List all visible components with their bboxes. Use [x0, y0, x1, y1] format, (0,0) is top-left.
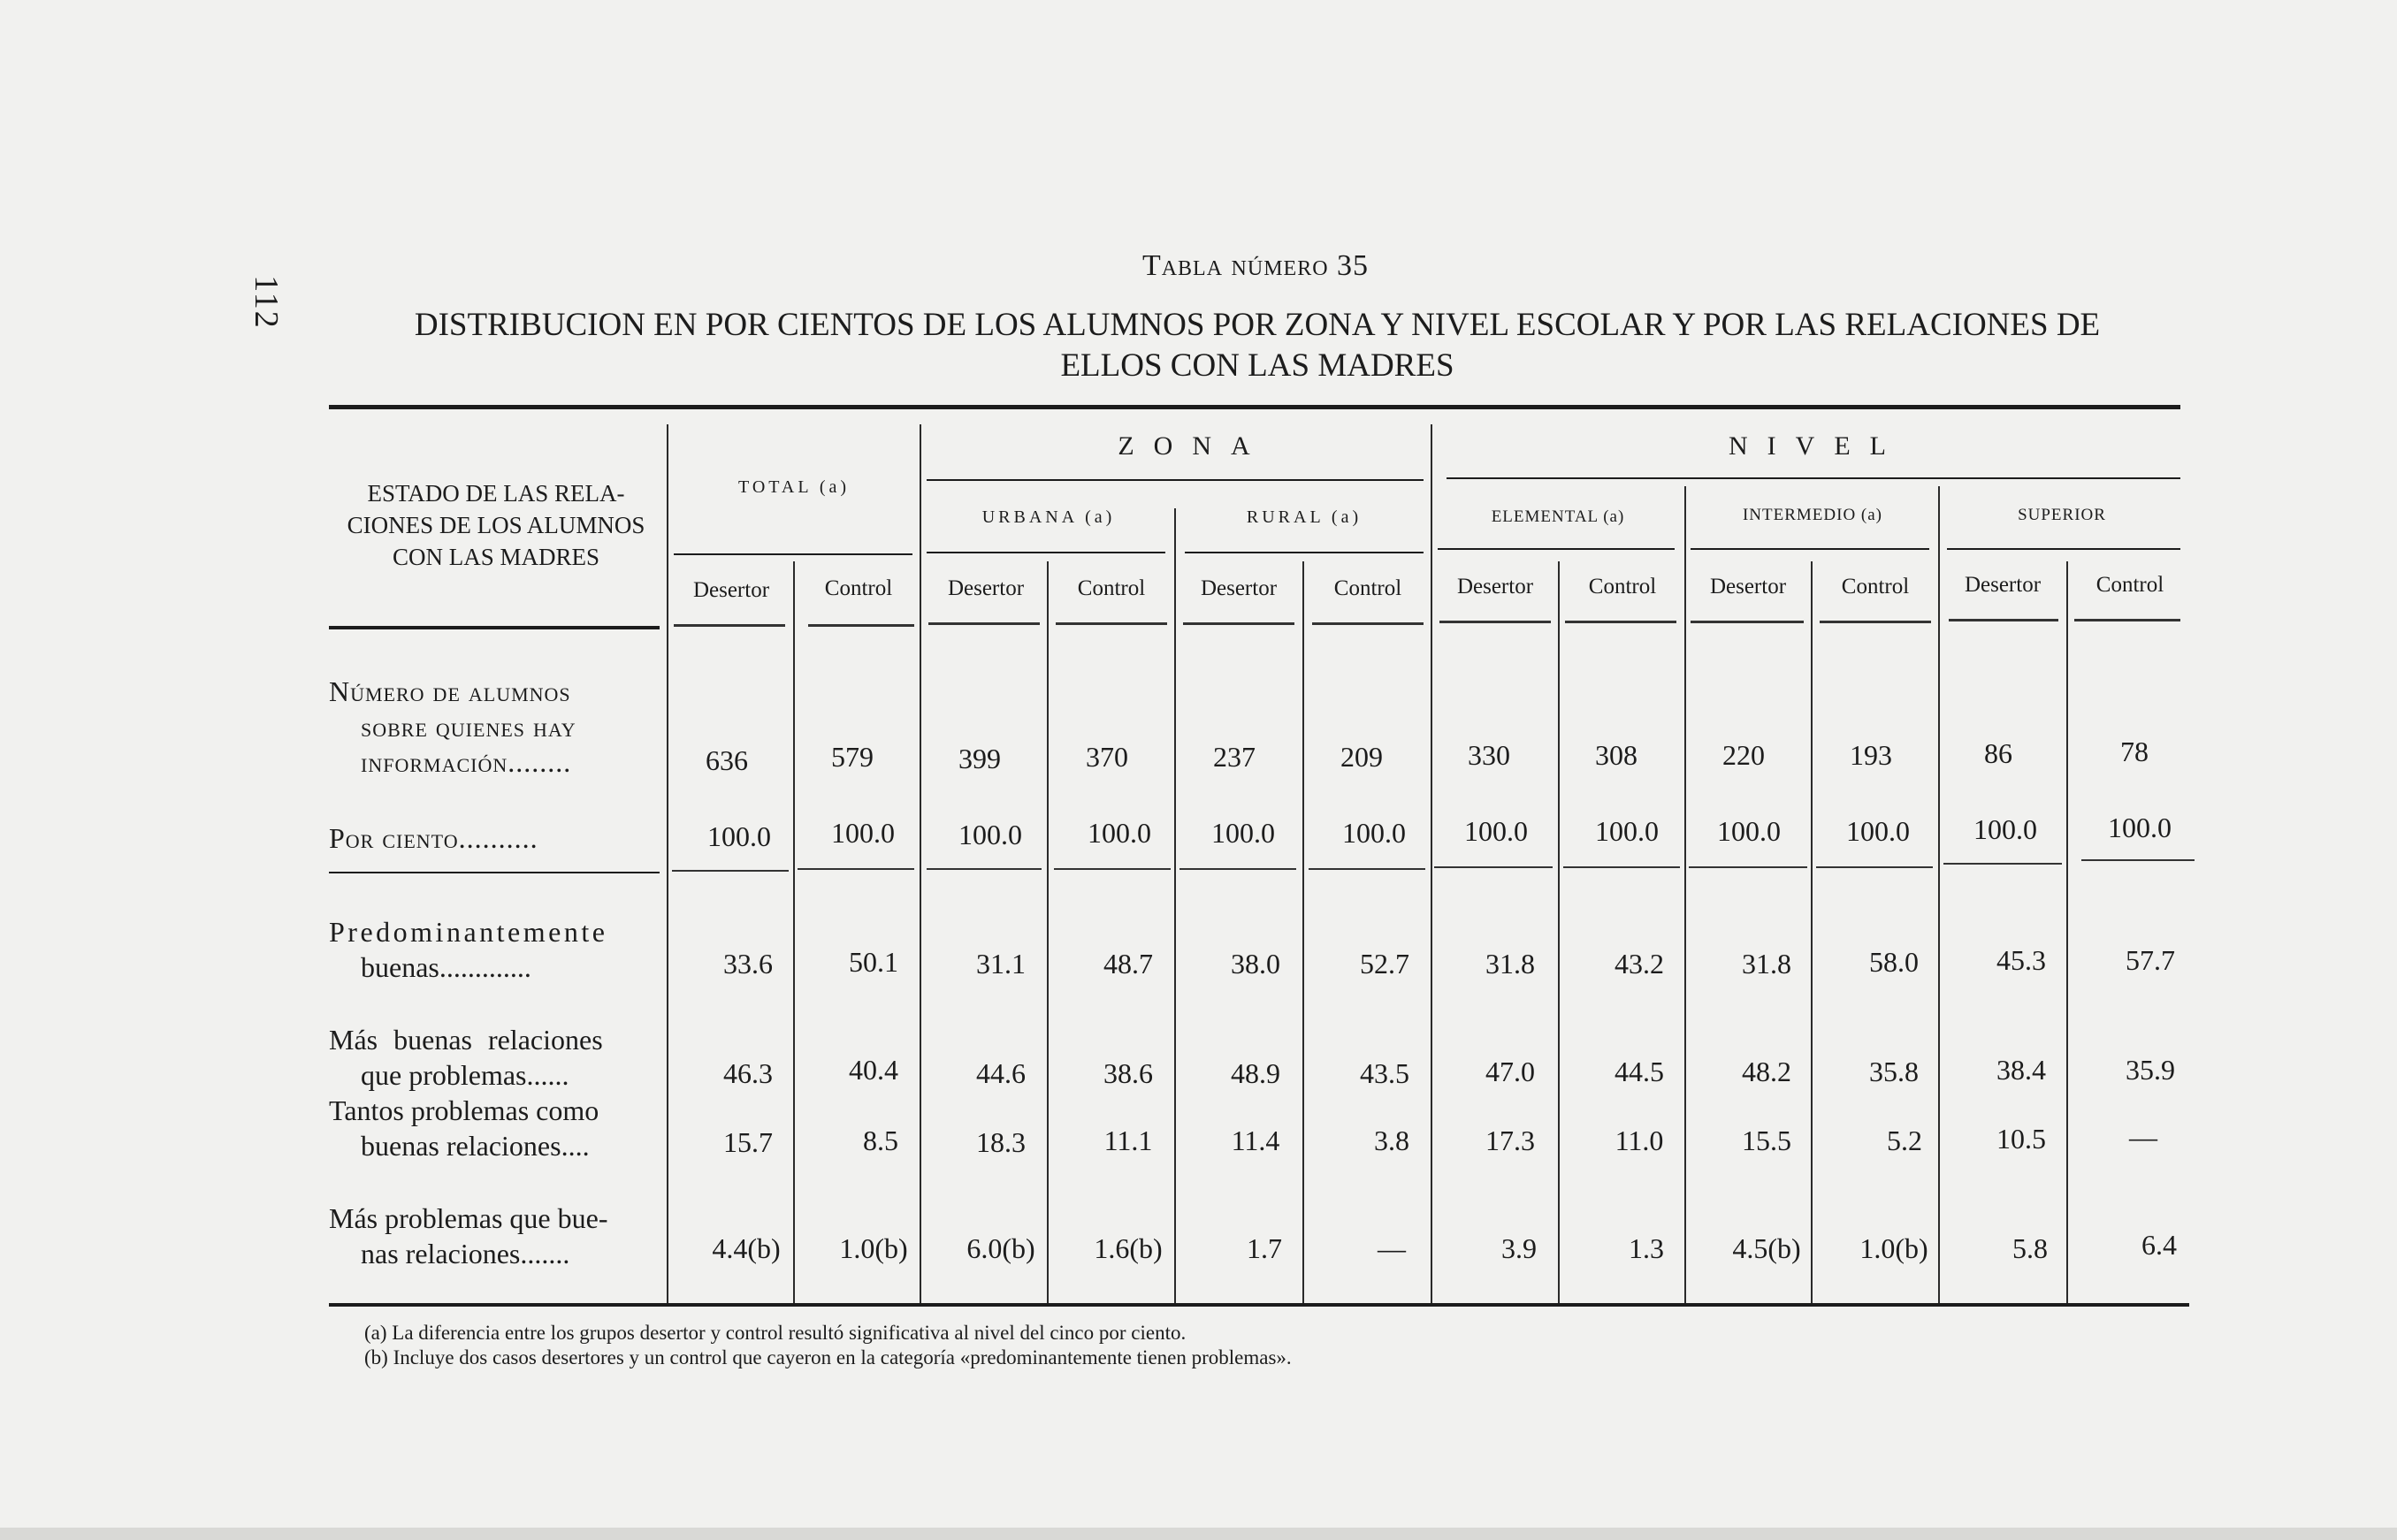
cell: 100.0	[1464, 815, 1528, 847]
section-rule	[1943, 863, 2062, 865]
row-label-line: sobre quienes hay	[361, 711, 576, 743]
cell: 58.0	[1869, 946, 1919, 978]
cell: 44.6	[976, 1057, 1026, 1089]
cell: 237	[1213, 741, 1256, 773]
header-bottom-rule	[1820, 621, 1931, 623]
divider-pair	[1302, 561, 1304, 1304]
col-header-control: Control	[1333, 576, 1402, 600]
cell: 399	[958, 743, 1001, 774]
row-label-tantos	[329, 1093, 663, 1163]
col-header-control: Control	[1841, 575, 1910, 598]
cell: 8.5	[863, 1125, 898, 1156]
cell: 38.4	[1996, 1054, 2046, 1086]
cell: 57.7	[2126, 944, 2175, 976]
cell: 45.3	[1996, 944, 2046, 976]
cell: 15.5	[1742, 1125, 1791, 1156]
cell: 636	[706, 744, 748, 776]
col-header-desertor: Desertor	[947, 576, 1025, 600]
row-label-line: Predominantemente	[329, 916, 608, 948]
cell: 100.0	[1846, 815, 1910, 847]
header-bottom-rule	[1312, 622, 1424, 625]
cell: 48.2	[1742, 1056, 1791, 1087]
row-label-line: buenas relaciones....	[361, 1130, 590, 1162]
header-bottom-rule	[1439, 621, 1551, 623]
row-label-line: Número de alumnos	[329, 675, 571, 707]
divider-pair	[793, 561, 795, 1304]
cell: 100.0	[958, 819, 1022, 850]
cell: 100.0	[1973, 813, 2037, 845]
section-rule	[1816, 866, 1933, 868]
cell: 100.0	[1088, 817, 1151, 849]
cell: 100.0	[1717, 815, 1781, 847]
table-title-line-2: ELLOS CON LAS MADRES	[1060, 347, 1454, 384]
rural-underline	[1185, 552, 1424, 553]
row-label-line: Más buenas relaciones	[329, 1024, 603, 1056]
header-bottom-rule	[674, 624, 785, 627]
row-label-por-ciento	[329, 820, 663, 856]
header-bottom-rule	[1949, 619, 2058, 621]
divider-pair	[1811, 561, 1813, 1304]
header-bottom-rule	[808, 624, 914, 627]
footnotes	[364, 1321, 1292, 1370]
cell: 4.5(b)	[1732, 1232, 1801, 1264]
row-label-mas-problemas	[329, 1201, 663, 1271]
total-underline	[674, 553, 912, 555]
cell: 220	[1722, 739, 1765, 771]
section-rule	[1689, 866, 1807, 868]
cell: 33.6	[723, 948, 773, 980]
cell: 86	[1984, 737, 2012, 769]
stub-header-line: CIONES DE LOS ALUMNOS	[347, 512, 645, 538]
col-header-desertor: Desertor	[1456, 575, 1534, 598]
cell: 11.4	[1231, 1125, 1280, 1156]
cell: 1.3	[1629, 1232, 1664, 1264]
cell: 43.2	[1615, 948, 1664, 980]
row-label-line: Por ciento..........	[329, 822, 538, 854]
bottom-rule	[329, 1303, 2189, 1307]
row-label-mas-buenas	[329, 1022, 663, 1093]
elemental-header: ELEMENTAL (a)	[1491, 507, 1625, 526]
cell: 17.3	[1485, 1125, 1535, 1156]
cell: 35.9	[2126, 1054, 2175, 1086]
cell: 11.1	[1103, 1125, 1153, 1156]
footnote-b: (b) Incluye dos casos desertores y un control que cayeron en la categoría «predominantemente tienen problemas».	[364, 1346, 1292, 1368]
divider-pair	[1558, 561, 1560, 1304]
cell: 1.6(b)	[1094, 1232, 1163, 1264]
cell: 38.0	[1231, 948, 1280, 980]
cell: 100.0	[831, 817, 895, 849]
section-rule	[2081, 859, 2195, 861]
divider-intermedio-superior	[1938, 486, 1940, 1304]
row-label-line: información........	[361, 746, 572, 778]
footnote-a: (a) La diferencia entre los grupos desertor y control resultó significativa al nivel del cinco por ciento.	[364, 1322, 1187, 1344]
header-bottom-rule	[1691, 621, 1804, 623]
cell: 6.4	[2141, 1229, 2177, 1261]
page-bottom-edge	[0, 1528, 2397, 1540]
col-header-control: Control	[824, 576, 893, 600]
cell: 11.0	[1615, 1125, 1664, 1156]
elemental-underline	[1438, 548, 1675, 550]
page-number: 112	[247, 275, 285, 330]
cell: 15.7	[723, 1126, 773, 1158]
rural-header: RURAL (a)	[1246, 507, 1363, 527]
table-title-line-1: DISTRIBUCION EN POR CIENTOS DE LOS ALUMNOS POR ZONA Y NIVEL ESCOLAR Y POR LAS RELACIONES DE	[414, 307, 2101, 343]
cell: 5.8	[2012, 1232, 2048, 1264]
stub-header	[329, 477, 663, 573]
divider-nivel	[1431, 424, 1432, 1304]
row-label-line: Más problemas que bue-	[329, 1202, 608, 1234]
cell: —	[2129, 1121, 2157, 1153]
col-header-desertor: Desertor	[692, 578, 770, 602]
section-rule	[798, 868, 914, 870]
cell: 46.3	[723, 1057, 773, 1089]
cell: 31.8	[1485, 948, 1535, 980]
cell: 6.0(b)	[966, 1232, 1035, 1264]
row-label-line: que problemas......	[361, 1059, 569, 1091]
row-label-line: buenas.............	[361, 951, 531, 983]
col-header-control: Control	[1077, 576, 1146, 600]
stub-header-line: CON LAS MADRES	[392, 544, 600, 570]
cell: 308	[1595, 739, 1637, 771]
table-title	[329, 305, 2186, 386]
header-bottom-rule	[2074, 619, 2180, 621]
cell: 330	[1468, 739, 1510, 771]
total-header: TOTAL (a)	[737, 477, 851, 497]
section-rule	[1054, 868, 1171, 870]
cell: 1.0(b)	[1859, 1232, 1928, 1264]
col-header-desertor: Desertor	[1709, 575, 1787, 598]
cell: 4.4(b)	[712, 1232, 781, 1264]
col-header-control: Control	[2095, 573, 2164, 597]
superior-underline	[1947, 548, 2180, 550]
cell: 3.9	[1501, 1232, 1537, 1264]
header-bottom-rule	[1183, 622, 1294, 625]
cell: 3.8	[1374, 1125, 1409, 1156]
table-number: Tabla número 35	[1141, 249, 1370, 282]
cell: 40.4	[849, 1054, 898, 1086]
cell: 100.0	[1595, 815, 1659, 847]
header-bottom-rule	[1056, 622, 1167, 625]
cell: 47.0	[1485, 1056, 1535, 1087]
col-header-desertor: Desertor	[1200, 576, 1278, 600]
header-bottom-rule	[1565, 621, 1676, 623]
cell: 100.0	[707, 820, 771, 852]
divider-urbana-rural	[1174, 508, 1176, 1304]
divider-pair	[2066, 561, 2068, 1304]
header-bottom-rule	[928, 622, 1040, 625]
header-bottom-rule	[329, 626, 660, 629]
nivel-underline	[1447, 477, 2180, 479]
cell: 44.5	[1615, 1056, 1664, 1087]
divider-zona	[920, 424, 921, 1304]
cell: 10.5	[1996, 1123, 2046, 1155]
cell: 31.1	[976, 948, 1026, 980]
divider-stub	[667, 424, 668, 1304]
superior-header: SUPERIOR	[2018, 506, 2106, 524]
cell: 370	[1086, 741, 1128, 773]
row-label-line: nas relaciones.......	[361, 1238, 570, 1269]
cell: 48.9	[1231, 1057, 1280, 1089]
intermedio-underline	[1691, 548, 1929, 550]
cell: 5.2	[1887, 1125, 1922, 1156]
cell: 100.0	[2108, 812, 2172, 843]
cell: 78	[2120, 736, 2149, 767]
cell: 579	[831, 741, 874, 773]
cell: 100.0	[1342, 817, 1406, 849]
section-rule	[329, 872, 660, 873]
cell: 1.0(b)	[839, 1232, 908, 1264]
urbana-underline	[927, 552, 1165, 553]
top-rule	[329, 405, 2180, 409]
cell: 209	[1340, 741, 1383, 773]
nivel-header: NIVEL	[1729, 431, 1905, 461]
divider-pair	[1047, 561, 1049, 1304]
cell: 38.6	[1103, 1057, 1153, 1089]
cell: 48.7	[1103, 948, 1153, 980]
row-label-predominantemente	[329, 914, 663, 985]
row-label-line: Tantos problemas como	[329, 1094, 599, 1126]
cell: 52.7	[1360, 948, 1409, 980]
row-label-numero	[329, 674, 663, 780]
divider-elemental-intermedio	[1684, 486, 1686, 1304]
zona-underline	[927, 479, 1424, 481]
cell: 50.1	[849, 946, 898, 978]
stub-header-line: ESTADO DE LAS RELA-	[367, 480, 625, 507]
cell: 18.3	[976, 1126, 1026, 1158]
section-rule	[927, 868, 1042, 870]
section-rule	[1179, 868, 1296, 870]
cell: —	[1378, 1232, 1406, 1264]
col-header-desertor: Desertor	[1964, 573, 2042, 597]
cell: 35.8	[1869, 1056, 1919, 1087]
cell: 193	[1850, 739, 1892, 771]
section-rule	[1563, 866, 1680, 868]
intermedio-header: INTERMEDIO (a)	[1742, 506, 1883, 524]
zona-header: ZONA	[1118, 431, 1270, 461]
col-header-control: Control	[1588, 575, 1657, 598]
cell: 100.0	[1211, 817, 1275, 849]
cell: 31.8	[1742, 948, 1791, 980]
section-rule	[1309, 868, 1425, 870]
cell: 43.5	[1360, 1057, 1409, 1089]
section-rule	[672, 870, 789, 872]
cell: 1.7	[1247, 1232, 1282, 1264]
section-rule	[1434, 866, 1553, 868]
urbana-header: URBANA (a)	[981, 507, 1116, 527]
